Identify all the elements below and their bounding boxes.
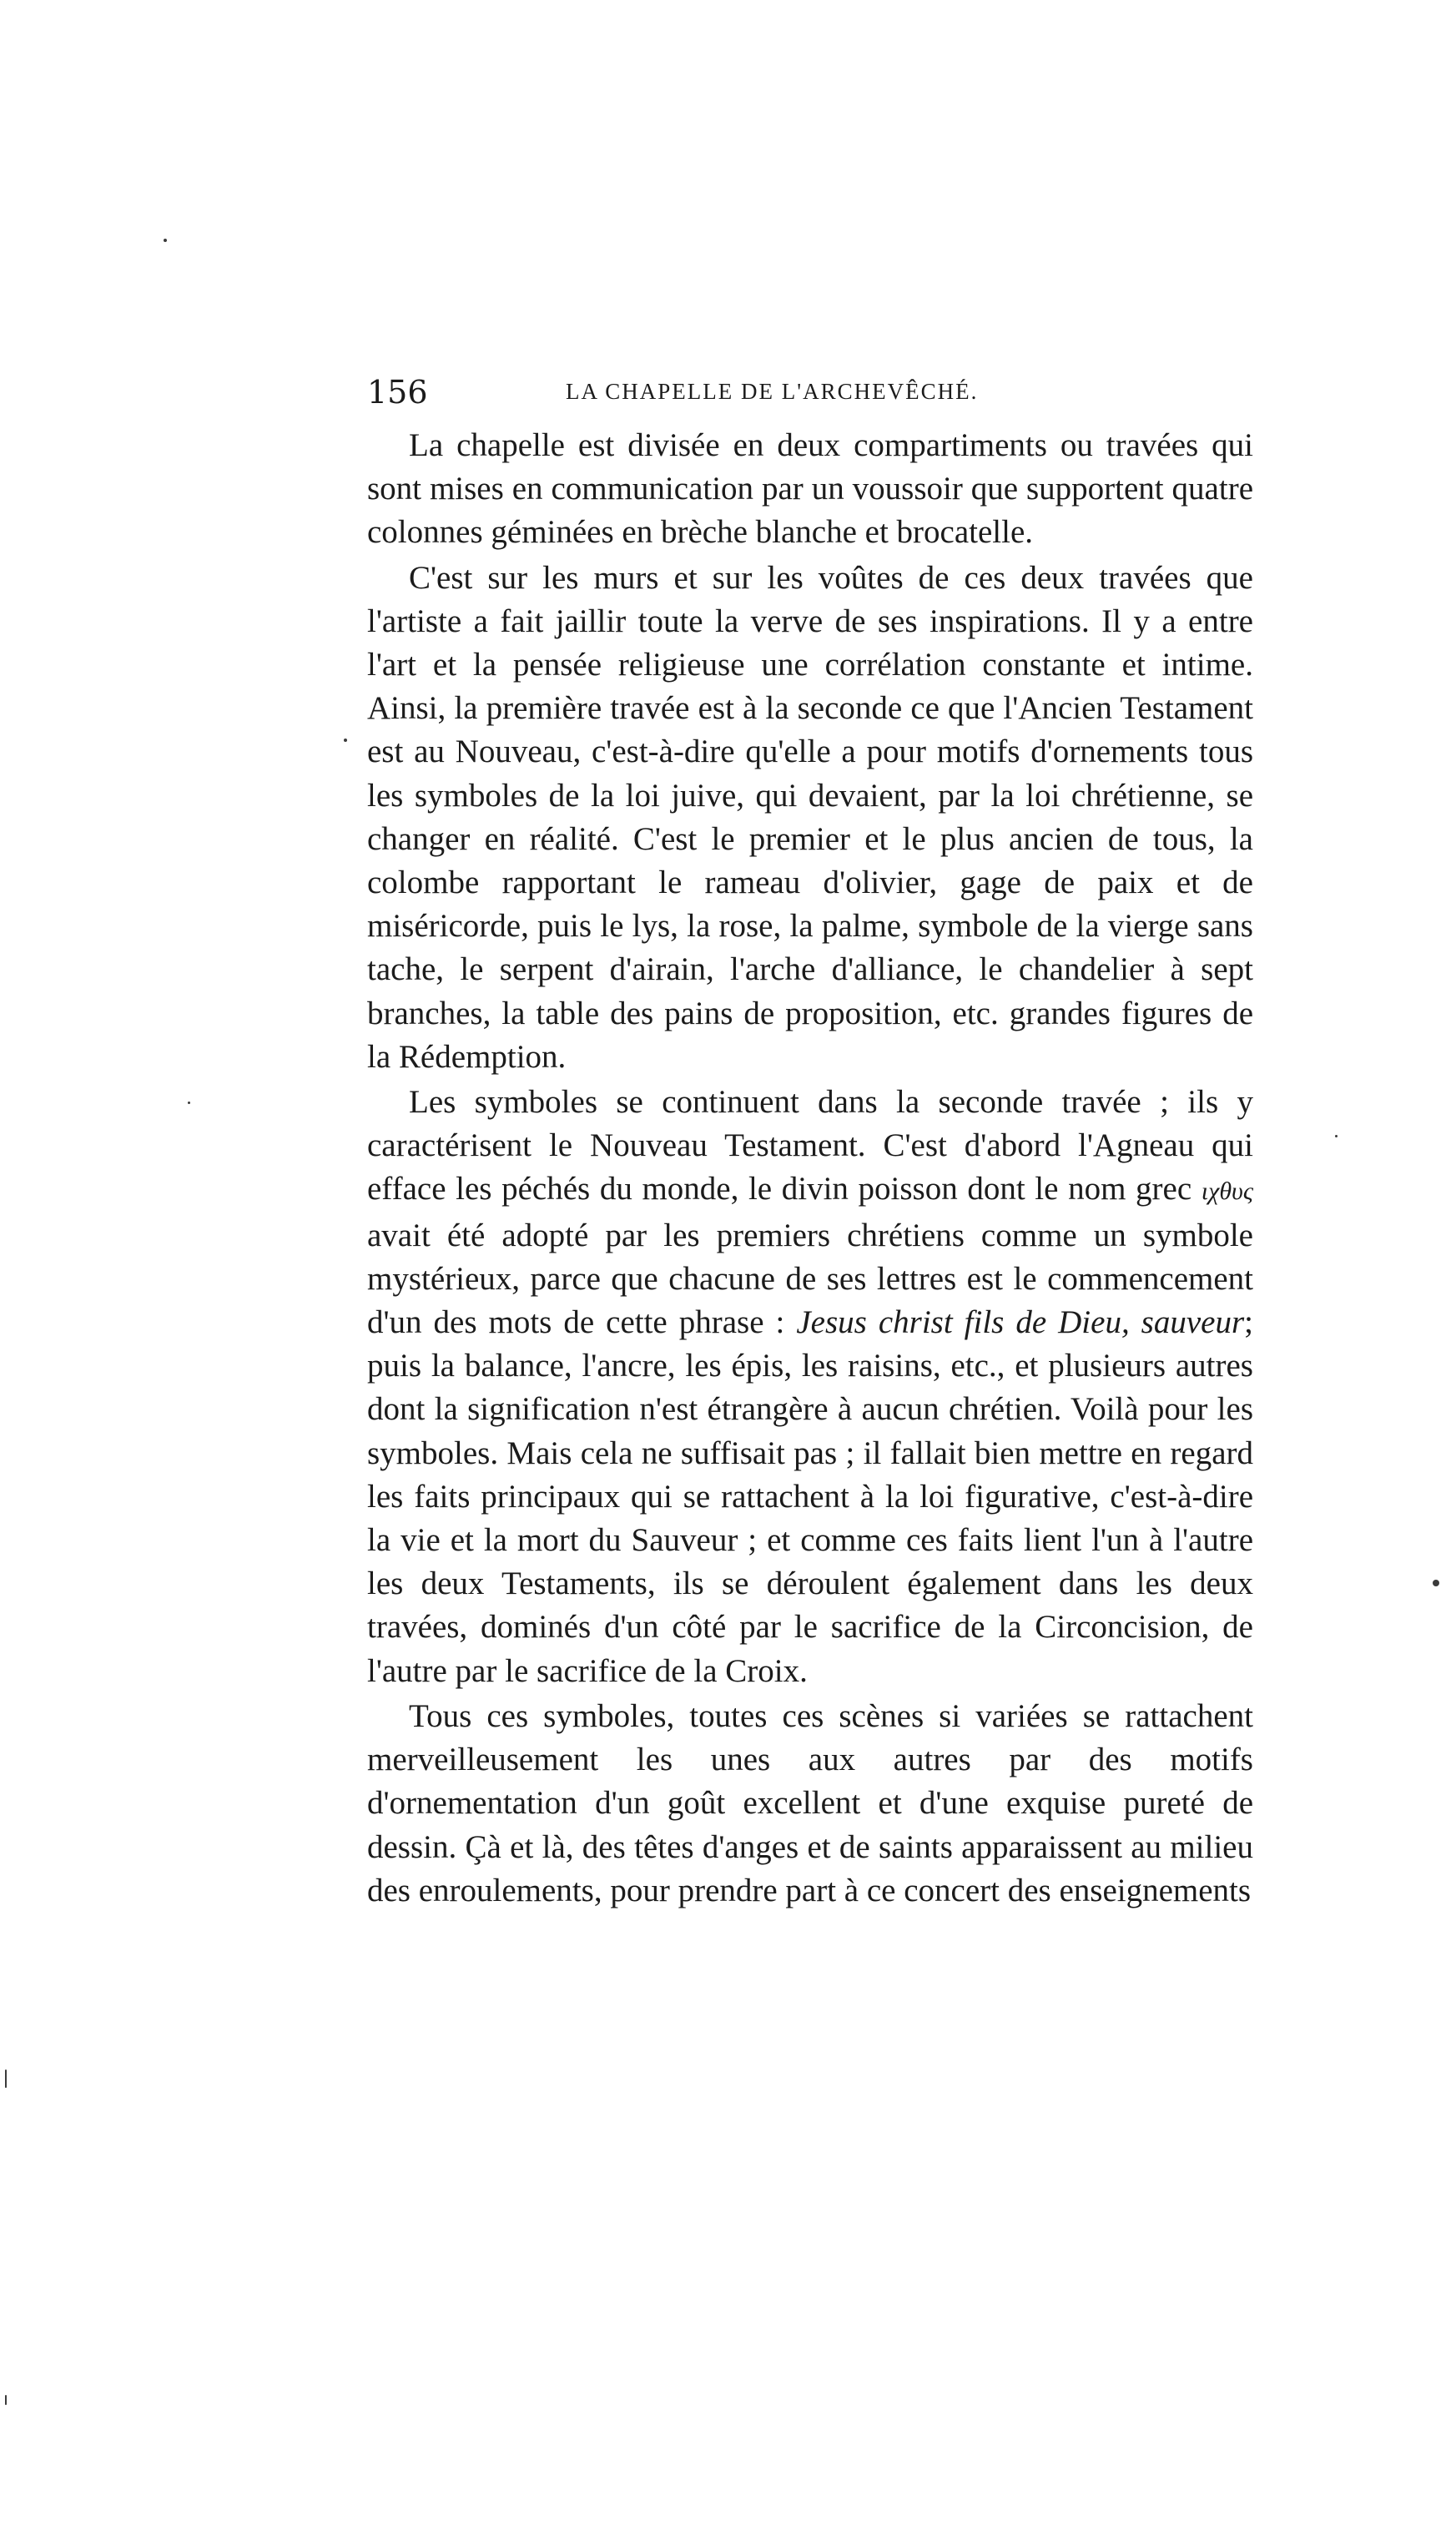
scan-speck xyxy=(164,239,167,242)
scan-speck xyxy=(1433,1580,1439,1586)
greek-word: ιχθυς xyxy=(1201,1177,1253,1206)
italic-phrase: Jesus christ fils de Dieu, sauveur xyxy=(796,1304,1245,1341)
paragraph-3-text-a: Les symboles se continuent dans la seconde travée ; ils y caractérisent le Nouveau Testament. C'est d'abord l'Agneau qui efface les péchés du monde, le divin poisson dont le nom grec xyxy=(367,1084,1253,1208)
paragraph-1: La chapelle est divisée en deux compartiments ou travées qui sont mises en communication par un voussoir que supportent quatre colonnes géminées en brèche blanche et brocatelle. xyxy=(367,427,1253,551)
scan-speck xyxy=(188,1102,190,1104)
scan-speck xyxy=(5,2070,7,2088)
paragraph-3-text-b: avait été adopté par les premiers chrétiens comme un symbole mystérieux, parce que chacune de ses lettres est le commencement d'un des mots de cette phrase : xyxy=(367,1217,1253,1341)
paragraph-3 xyxy=(367,1081,1253,1693)
page-header xyxy=(367,374,1252,416)
body-text xyxy=(367,424,1253,1913)
page-number: 156 xyxy=(367,374,428,411)
scan-speck xyxy=(5,2395,7,2405)
scan-speck xyxy=(1335,1135,1338,1137)
scan-speck xyxy=(344,739,347,742)
paragraph-2: C'est sur les murs et sur les voûtes de ces deux travées que l'artiste a fait jaillir toute la verve de ses inspirations. Il y a entre l'art et la pensée religieuse une corrélation constante et intime. Ainsi, la première travée est à la seconde ce que l'Ancien Testament est au Nouveau, c'est-à-dire qu'elle a pour motifs d'ornements tous les symboles de la loi juive, qui devaient, par la loi chrétienne, se changer en réalité. C'est le premier et le plus ancien de tous, la colombe rapportant le rameau d'olivier, gage de paix et de miséricorde, puis le lys, la rose, la palme, symbole de la vierge sans tache, le serpent d'airain, l'arche d'alliance, le chandelier à sept branches, la table des pains de proposition, etc. grandes figures de la Rédemption. xyxy=(367,559,1253,1075)
paragraph-4: Tous ces symboles, toutes ces scènes si variées se rattachent merveilleusement les unes aux autres par des motifs d'ornementation d'un goût excellent et d'une exquise pureté de dessin. Çà et là, des têtes d'anges et de saints apparaissent au milieu des enroulements, pour prendre part à ce concert des enseignements xyxy=(367,1697,1253,1908)
running-title: LA CHAPELLE DE L'ARCHEVÊCHÉ. xyxy=(566,379,979,404)
paragraph-3-text-c: ; puis la balance, l'ancre, les épis, les raisins, etc., et plusieurs autres dont la signification n'est étrangère à aucun chrétien. Voilà pour les symboles. Mais cela ne suffisait pas ; il fallait bien mettre en regard les faits principaux qui se rattachent à la loi figurative, c'est-à-dire la vie et la mort du Sauveur ; et comme ces faits lient l'un à l'autre les deux Testaments, ils se déroulent également dans les deux travées, dominés d'un côté par le sacrifice de la Circoncision, de l'autre par le sacrifice de la Croix. xyxy=(367,1304,1254,1689)
